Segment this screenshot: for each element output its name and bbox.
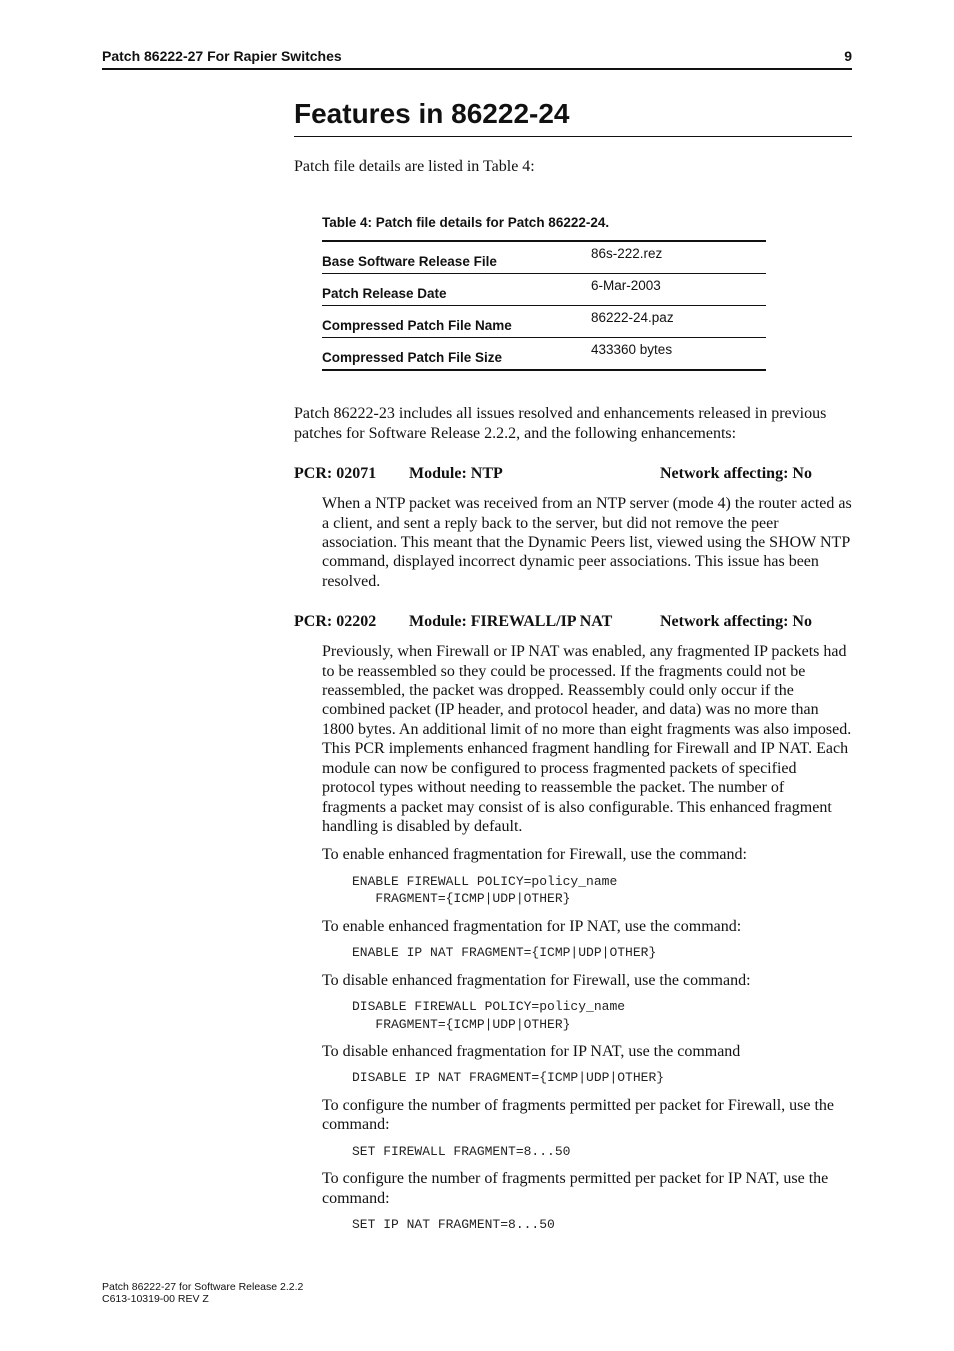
instruction-text: To enable enhanced fragmentation for Firewall, use the command: [322, 846, 747, 864]
table-row [322, 306, 766, 338]
row-label: Compressed Patch File Name [322, 306, 591, 338]
row-label: Base Software Release File [322, 241, 591, 274]
main-content [294, 96, 852, 1234]
row-label: Compressed Patch File Size [322, 350, 503, 366]
row-value: 86s-222.rez [591, 241, 766, 274]
footer-doc-id: C613-10319-00 REV Z [102, 1293, 209, 1305]
instruction-text: To enable enhanced fragmentation for IP NAT, use the command: [322, 917, 742, 935]
row-value: 6-Mar-2003 [591, 274, 766, 306]
row-value: 86222-24.paz [591, 306, 766, 338]
pcr-id: PCR: 02202 [294, 613, 377, 631]
footer-release: Patch 86222-27 for Software Release 2.2.2 [102, 1281, 304, 1293]
section-title: Features in 86222-24 [294, 96, 852, 137]
pcr-heading [294, 465, 852, 485]
command-example: DISABLE IP NAT FRAGMENT={ICMP|UDP|OTHER} [352, 1070, 665, 1086]
instruction-text: To disable enhanced fragmentation for Firewall, use the command: [322, 971, 751, 989]
row-label: Patch Release Date [322, 274, 591, 306]
table-row [322, 338, 766, 371]
pcr-module: Module: NTP [409, 465, 503, 483]
row-value: 433360 bytes [591, 342, 673, 358]
instruction-text: To configure the number of fragments permitted per packet for Firewall, use the command: [322, 1096, 835, 1134]
pcr-network-affecting: Network affecting: No [660, 613, 812, 631]
command-example: ENABLE IP NAT FRAGMENT={ICMP|UDP|OTHER} [352, 945, 657, 961]
pcr-description: Previously, when Firewall or IP NAT was enabled, any fragmented IP packets had to be reassembled so they could be processed. If the fragments could not be reassembled, the packet was dropped. Reassembly could only occur if the combined packet (IP header, and protocol header, and data) was no more than 1800 bytes. An additional limit of no more than eight fragments was also imposed. This PCR implements enhanced fragment handling for Firewall and IP NAT. Each module can now be configured to process fragmented packets of specified protocol types without needing to reassemble the packet. The number of fragments a packet may consist of is also configurable. This enhanced fragment handling is disabled by default. [322, 643, 852, 835]
page-header [102, 48, 852, 70]
command-example: ENABLE FIREWALL POLICY=policy_name FRAGMENT={ICMP|UDP|OTHER} [352, 873, 618, 907]
table-row [322, 241, 766, 274]
header-title: Patch 86222-27 For Rapier Switches [102, 48, 342, 64]
page-number: 9 [844, 48, 852, 64]
command-example: SET FIREWALL FRAGMENT=8...50 [352, 1143, 571, 1159]
summary-paragraph: Patch 86222-23 includes all issues resolved and enhancements released in previous patches for Software Release 2.2.2, and the following enhancements: [294, 405, 827, 442]
command-example: DISABLE FIREWALL POLICY=policy_name FRAGMENT={ICMP|UDP|OTHER} [352, 999, 626, 1032]
pcr-id: PCR: 02071 [294, 465, 377, 483]
patch-details-table [322, 240, 766, 371]
command-example: SET IP NAT FRAGMENT=8...50 [352, 1217, 555, 1233]
table-caption: Table 4: Patch file details for Patch 86222-24. [322, 215, 610, 231]
pcr-network-affecting: Network affecting: No [660, 465, 812, 483]
pcr-module: Module: FIREWALL/IP NAT [409, 613, 613, 631]
table-row [322, 274, 766, 306]
pcr-description: When a NTP packet was received from an NTP server (mode 4) the router acted as a client, and sent a reply back to the server, but did not remove the peer association. This meant that the Dynamic Peers list, viewed using the SHOW NTP command, displayed incorrect dynamic peer associations. This issue has been resolved. [322, 495, 852, 590]
instruction-text: To configure the number of fragments permitted per packet for IP NAT, use the command: [322, 1170, 829, 1207]
instruction-text: To disable enhanced fragmentation for IP NAT, use the command [322, 1043, 741, 1061]
intro-paragraph: Patch file details are listed in Table 4: [294, 158, 535, 175]
page-footer [102, 1281, 303, 1305]
pcr-heading [294, 613, 852, 633]
